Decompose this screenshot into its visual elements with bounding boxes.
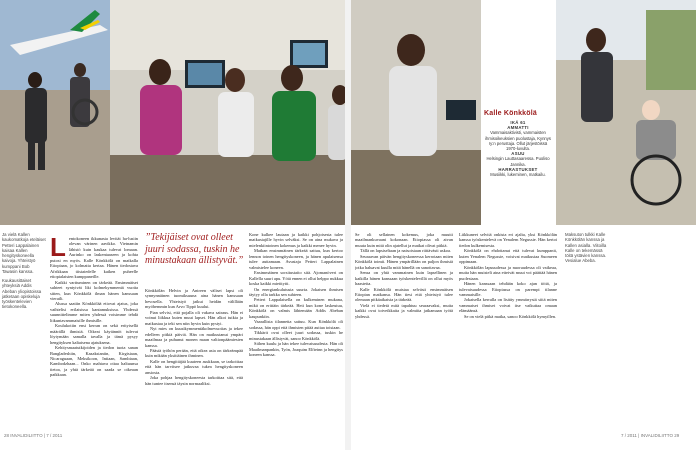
drop-cap: L (50, 236, 66, 262)
paragraph: Alussa saatiin Könkkölää etiovat ajatus, joka vaihtelisi erilaisissa kantamuksissa. Yhdessä suunnittelimme miten yhdessä voisimme tehdä liikuntavammaisille ihmisille. (50, 301, 138, 323)
hobby-text: Musiikki, lukeminen, matkailu. (490, 172, 546, 178)
paragraph: Matkan ensimmäinen tärkeää sattuu, kun kertoo lennon toinen hengityskoneen, ja hänen apulaisensa tulee auttamaan. Avustaja Petteri Lappalainen valmistelee koneen. (249, 248, 343, 270)
paragraph: Liikkuneet selvitä onkista eri ajalta, yksi Könkkölän kanssa työskentelevä on Yenalem Negussie. Hän kertoi tiedon kulkemisesta. (459, 232, 557, 248)
paragraph: Vaarallista tilannetta sattuu. Kun Könkkölä oli sodassa, hän oppi että ihmisten pitää auttaa toisiaan. (249, 319, 343, 330)
paragraph: Hänen kanssaan tehdään koko ajan töitä, ja tulevaisuudessa Etiopiassa on parempi tilanne vammaisille. (459, 281, 557, 297)
paragraph: Se oli sellainen kokemus, joka muutti maailmankuvaani kokonaan. Etiopiassa oli aivan muuta kuin mitä olin ajatellut ja matkat olivat pitkiä. (355, 232, 453, 248)
paragraph: Kehitysmaatutkijoiden ja tiedon tuota sanan Bangladeshiin, Kazakstaniin, Kirgisiaan, Nicaraguaan, Meksikoon, Intiaan, Sambiaan, Kambodzhaan... Onko mahtava ottaa haltuunsa tietoa, ja yhtä tärkeää on saada se oikeaan paikkaan. (50, 345, 138, 378)
sidebar-title: Kalle Könkkölä (484, 110, 537, 117)
paragraph: Kalle Könkkölä muistaa selvästi ensimmäisen Etiopian matkansa. Hän tiesi että yhteistyö tulee olemaan pitkäaikaista ja tärkeää. (355, 286, 453, 303)
paragraph: Kone kulkee lautaan ja kaikki pohjoisesta tulee matkustajille hyvin selväksi. Se on aina mukava ja mielenkiintoinen kokemus ja kaikki menee hyvin. (249, 232, 343, 248)
paragraph: Nyt mies on kuusikymmentäkolmevuotias ja tekee edelleen pitkiä päiviä. Hän on matkustanut ympäri maailmaa ja puhunut monen maan valtionpäämiesten kanssa. (145, 326, 243, 348)
article-column-3 (249, 232, 343, 426)
pull-quote: ”Tekijäiset ovat olleet juuri sodassa, tuskin he minustakaan ällistyvät.” (145, 232, 244, 266)
paragraph: Sensa on yhtä vammainen kuin lapsellinen ja kaikilla hänen kanssaan työskentelevillä on ollut myös haasteita. (355, 270, 453, 287)
age-label: IKÄ 61 (510, 120, 526, 125)
hero-photo-right (351, 0, 481, 225)
profile-factbox (483, 120, 553, 177)
paragraph: Könkkölän lapsuudessa ja nuoruudessa oli vaikeaa, mutta hän muisteli aina etteivät muut voi päättää hänen puolestaan. (459, 264, 557, 281)
paragraph: Tikkärit ovat olleet juuri sodassa, tuskin he minustakaan ällistyvät, sanoo Könkkölä. (249, 330, 343, 341)
article-column-2 (145, 288, 243, 426)
office-scene-illustration (351, 0, 481, 225)
paragraph: Joka pohjaa hengityskoneesta tarkoittaa sitä, että hän tuntee itsensä täysin normaaliksi. (145, 375, 243, 386)
paragraph: Se on vielä pitkä matka, sanoo Könkkölä hymyillen. (464, 313, 557, 319)
right-page (351, 0, 696, 450)
page-footer-left: 28 INVALIDILIITTO | 7 / 2011 (4, 433, 63, 438)
paragraph: Siihen kuulu ja hän tekee tulevaisuudesta. Hän oli Maailmanpankin, Työn, Joaquim Elfteinn ja hengitys koneen kanssa. (249, 341, 343, 357)
job-label: AMMATTI (507, 125, 529, 131)
paragraph: entokoneen ikkunasta levität ha-lusiin olevan värinen aavikko. Vietnamin lähistö kuin kaukaa tulevat lomaan. Aurinko on laskentaaseen ja kohta putosi en myös. Kalle Könkkölä on matkalla Etiopiaan, jo kolmatta kertaa. Hänen tiedostava Afrikkaan tiistaiedelle kaiken puheelle etiopialaisten kumppaneille. (50, 236, 138, 280)
paragraph: Könkkölä on ehdottanut että tulevat kumppanit, kuten Yenalem Negussie, voisivat matkustaa Suomeen oppimaan. (459, 248, 557, 265)
paragraph: Koulukotiin ensi kerran on sekä erityisellä määrällä ihmisiä. Oikeat käytännöt tulevat löytymään samalla tavalla ja tämä pysyy hengityksen kaltaisena ajatuksena. (50, 323, 138, 345)
home-label: ASUU (511, 151, 525, 157)
paragraph: Vielä ei tiedetä mitä tapahtuu seuraavaksi, mutta kaikki ovat toiveikkaita ja valmiita jatkamaan työtä yhdessä. (355, 302, 453, 319)
paragraph: Petteri Lappalaisella on kulkeminen mukana, mikä on erittäin tärkeää. Heti kun kone laskeutuu, Könkkölä on valmis lähtemään Addis Abeban kaupunkiin. (249, 297, 343, 319)
paragraph: On energiankulutusta suurta. Jokaisen ihmisen täytyy olla tarkka sen suhteen. (249, 286, 343, 297)
paragraph: Kalle on hengittäjää kuuteen asukkaan, se tarkoittaa että hän tarvitsee jatkuvaa tukea hengityskoneen ansiosta. (145, 358, 243, 375)
paragraph: Pian selvisi, että pojalla oli vakava sairaus. Hän ei voinut liikkua kuten muut lapset. Hän alkoi tutkia ja matkustaa ja teki sen niin hyvin kuin pystyi. (145, 309, 243, 326)
photo-caption: Ja vielä Kallen kaukomatkoja eteläiset Petteri Lappalainen kaisaa Kallen hengityskoneella kaivoja. Yhteistyö kumppani Bob Tawasin kanssa. (2, 232, 46, 275)
page-footer-right: 7 / 2011 | INVALIDILIITTO 29 (621, 433, 680, 438)
left-page (0, 0, 345, 450)
paragraph: Seuraavan päivän hengityskoneessa kerrotaan miten Könkkölä toimii. Hänen ympärillään on paljon ihmisiä jotka haluavat kuulla mitä hänellä on sanottavaa. (355, 253, 453, 270)
paragraph: Tällä on lapsiseltaan ja naisoistaan riittävästi uskoa. (360, 248, 452, 254)
photo-caption-right: Maksuton tulkki Kalle Könkkölän kanssa ja Kallen asialla. Viitoilla Kalle on tekemässä töitä ystävien kanssa. Vesialue Abeba. (565, 232, 607, 264)
article-column-5 (459, 232, 557, 426)
office-scene-illustration (0, 0, 345, 225)
portrait-photo-right (556, 0, 696, 225)
home-text: Helsingin Lauttasaaressa. Puoliso Jannika. (486, 156, 550, 167)
paragraph: Kaikki varttuminen on tärkeää. Ensimmäiset suhteet syntyivät liki kolmekymmentä vuotta sitten, kun Könkkölä ilman hänen kanssaan vieraili. (50, 279, 138, 301)
photo-caption-lower: Kuukausittaiset yhteyksiä Addis Abeban yliopistoissa jatketaan opiskeluja työskentelevien tietokoneella. (2, 278, 42, 310)
article-column-1 (50, 236, 138, 426)
hero-photo-left (0, 0, 345, 225)
paragraph: Päästä työhön perään, että oikea asia on tärkeämpää kuin mikään yksittäinen ihminen. (145, 347, 243, 359)
wheelchair-scene-illustration (556, 0, 696, 225)
job-text: Vammaisaktivisti, vammaisten ihmisoikeuksien puolustaja, Kynnys ry:n perustaja. Ollut järjestöissä 1970-luvulta. (485, 130, 551, 152)
paragraph: Könkkölän Helvin ja Antreen väliset lapsi oli synnynnäinen tuomiksuuna aina hänen kanssaan hevosella. Yhteistyö jatkui heidän välillään myöhemmin kun Arvo Tippö kuului. (145, 288, 243, 310)
hobby-label: HARRASTUKSET (498, 166, 538, 172)
paragraph: Ensimmäinen sorsitustaito sitä. Ajomanöveri on Kallella suuri apu. Yötä ennen ei ollut helppo nukkua koska kaikki mietitytti. (249, 270, 343, 287)
paragraph: Jokaisella kerralla on lisätty ymmärrystä siitä miten vammaiset ihmiset voivat itse vaikuttaa omaan elämäänsä. (459, 297, 557, 314)
article-column-4 (355, 232, 453, 426)
